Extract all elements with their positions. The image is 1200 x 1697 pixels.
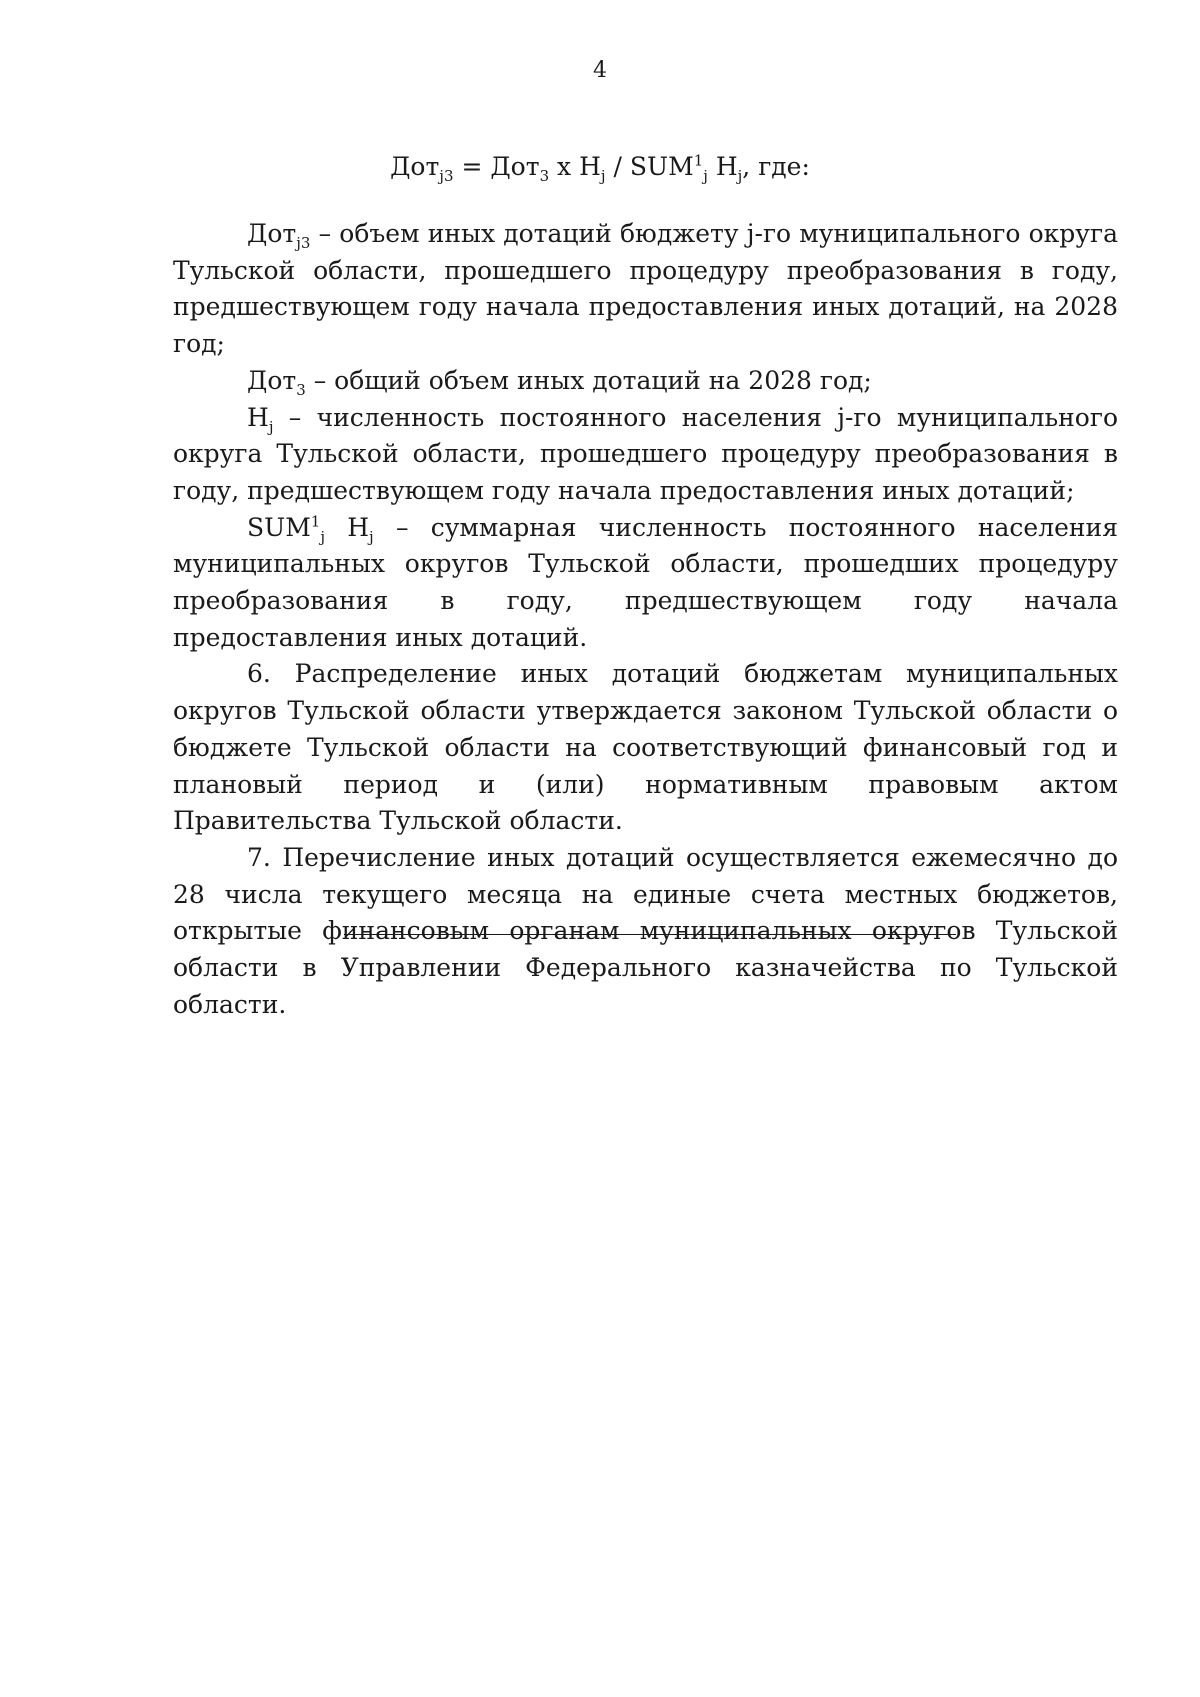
- symbol-superscript: 1: [310, 512, 321, 531]
- symbol-subscript: j3: [296, 234, 311, 252]
- formula: [0, 151, 1200, 185]
- definition-text: – суммарная численность постоянного населения муниципальных округов Тульской области, прошедших процедуру преобразования в году, предшествующем году начала предоставления иных дотаций.: [173, 512, 1118, 652]
- formula-equals: =: [453, 152, 491, 181]
- symbol: SUM: [247, 512, 311, 542]
- formula-sum-subscript: j: [703, 167, 708, 185]
- symbol-subscript: 3: [296, 380, 306, 399]
- formula-total-subscript: 3: [539, 167, 550, 185]
- formula-total: Дот: [490, 152, 540, 181]
- formula-sum-h-subscript: j: [737, 167, 743, 185]
- clause-7: 7. Перечисление иных дотаций осуществляется ежемесячно до 28 числа текущего месяца на единые счета местных бюджетов, открытые финансовым органам муниципальных округов Тульской области в Управлении Федерального казначейства по Тульской области.: [173, 842, 1118, 1019]
- symbol: Дот: [247, 219, 297, 248]
- formula-sum-h: H: [707, 152, 738, 181]
- definition-sum-hj: [173, 510, 1118, 657]
- symbol-subscript: j: [268, 417, 274, 436]
- formula-tail: , где:: [742, 152, 810, 181]
- definition-text: – численность постоянного населения j-го муниципального округа Тульской области, прошедшего процедуру преобразования в году, предшествующем году начала предоставления иных дотаций;: [173, 402, 1118, 505]
- definition-dot-j3: [173, 216, 1118, 363]
- definition-hj: [173, 400, 1118, 510]
- symbol: H: [247, 402, 269, 432]
- formula-lhs-subscript: j3: [439, 167, 454, 185]
- symbol-h: H: [325, 512, 370, 542]
- formula-h-subscript: j: [600, 167, 606, 185]
- formula-div-sum: / SUM: [605, 152, 694, 181]
- page-number: 4: [593, 58, 607, 83]
- symbol-subscript: j: [320, 527, 325, 546]
- clause-6: 6. Распределение иных дотаций бюджетам муниципальных округов Тульской области утверждается законом Тульской области о бюджете Тульской области на соответствующий финансовый год и плановый период и (или) нормативным правовым актом Правительства Тульской области.: [173, 659, 1118, 836]
- formula-lhs: Дот: [390, 152, 440, 181]
- formula-times-h: x H: [549, 152, 601, 181]
- end-of-document-rule: [344, 934, 956, 935]
- definition-text: – общий объем иных дотаций на 2028 год;: [305, 365, 872, 395]
- definition-text: – объем иных дотаций бюджету j-го муниципального округа Тульской области, прошедшего процедуру преобразования в году, предшествующем году начала предоставления иных дотаций, на 2028 год;: [173, 219, 1118, 359]
- symbol: Дот: [247, 365, 297, 395]
- formula-sum-superscript: 1: [693, 151, 704, 170]
- symbol-h-subscript: j: [369, 527, 374, 546]
- body-text: [173, 216, 1118, 1023]
- definition-dot-3: [173, 363, 1118, 400]
